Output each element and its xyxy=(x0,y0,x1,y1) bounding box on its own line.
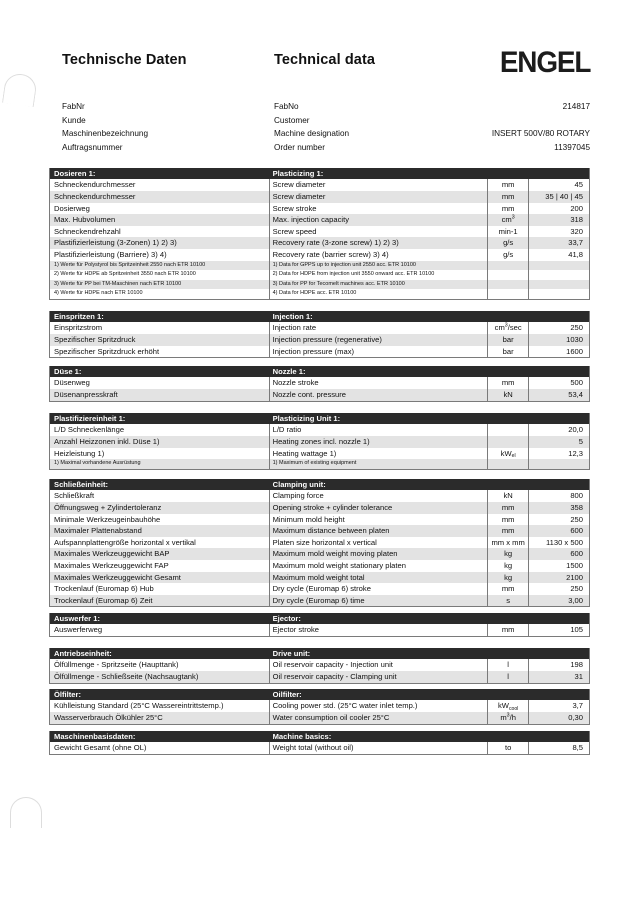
footnote-en: 1) Maximum of existing equipment xyxy=(269,459,488,469)
spec-value: 1130 x 500 xyxy=(528,537,589,549)
spec-unit: kg xyxy=(487,560,528,572)
section-title-en: Machine basics: xyxy=(269,731,488,742)
footnote-row xyxy=(50,280,589,290)
spec-label-de: Kühlleistung Standard (25°C Wassereintrittstemp.) xyxy=(54,701,224,711)
spec-value: 1030 xyxy=(528,334,589,346)
section-title-de: Ölfilter: xyxy=(54,690,82,699)
section-header-row xyxy=(50,731,589,742)
spec-row xyxy=(50,548,589,560)
footnote-row xyxy=(50,459,589,469)
spec-label-de: Spezifischer Spritzdruck erhöht xyxy=(54,346,160,356)
machine-identification-block xyxy=(62,100,590,154)
identification-label-de: Kunde xyxy=(62,115,86,125)
page-header xyxy=(62,46,590,88)
spec-label-en: Ejector stroke xyxy=(269,624,488,636)
identification-value: INSERT 500V/80 ROTARY xyxy=(491,129,590,139)
identification-row xyxy=(62,127,590,141)
footnote-de: 4) Werte für HDPE nach ETR 10100 xyxy=(54,290,143,297)
spec-unit: $cm^3$ xyxy=(487,214,528,226)
spec-row xyxy=(50,389,589,401)
spec-row xyxy=(50,490,589,502)
section-clamping-unit xyxy=(49,479,590,607)
spec-label-de: Gewicht Gesamt (ohne OL) xyxy=(54,743,147,753)
spec-label-en: Oil reservoir capacity - Injection unit xyxy=(269,659,488,671)
section-title-de: Düse 1: xyxy=(54,367,82,376)
spec-unit: kN xyxy=(487,490,528,502)
spec-unit: $cm^3/\sec$ xyxy=(487,322,528,334)
section-header-row xyxy=(50,613,589,624)
spec-label-en: Opening stroke + cylinder tolerance xyxy=(269,502,488,514)
spec-label-en: Screw diameter xyxy=(269,179,488,191)
spec-row xyxy=(50,572,589,584)
spec-row xyxy=(50,624,589,636)
binder-punch-arc-bottom xyxy=(10,797,42,828)
spec-label-en: Water consumption oil cooler 25°C xyxy=(269,712,488,724)
spec-value: 2100 xyxy=(528,572,589,584)
section-title-en: Injection 1: xyxy=(269,311,488,322)
spec-label-de: Max. Hubvolumen xyxy=(54,215,116,225)
unit-column-header xyxy=(487,311,528,322)
spec-unit: bar xyxy=(487,334,528,346)
spec-label-de: Maximales Werkzeuggewicht FAP xyxy=(54,560,169,570)
spec-value: 53,4 xyxy=(528,389,589,401)
section-title-en: Plasticizing Unit 1: xyxy=(269,413,488,424)
spec-row xyxy=(50,322,589,334)
footnote-unit-spacer xyxy=(487,261,528,271)
section-title-en: Nozzle 1: xyxy=(269,366,488,377)
spec-value: 500 xyxy=(528,377,589,389)
unit-column-header xyxy=(487,648,528,659)
section-title-en: Plasticizing 1: xyxy=(269,168,488,179)
spec-label-en: Injection rate xyxy=(269,322,488,334)
spec-value: 600 xyxy=(528,548,589,560)
spec-row xyxy=(50,537,589,549)
footnote-de: 2) Werte für HDPE ab Spritzeinheit 3550 nach ETR 10100 xyxy=(54,271,196,278)
spec-unit: mm xyxy=(487,514,528,526)
spec-label-de: Aufspannplattengröße horizontal x vertikal xyxy=(54,537,196,547)
section-title-de: Auswerfer 1: xyxy=(54,614,101,623)
spec-label-de: Auswerferweg xyxy=(54,625,103,635)
footnote-value-spacer xyxy=(528,459,589,469)
spec-label-en: Screw diameter xyxy=(269,191,488,203)
spec-value: 250 xyxy=(528,322,589,334)
identification-row xyxy=(62,141,590,155)
spec-label-de: Trockenlauf (Euromap 6) Zeit xyxy=(54,595,153,605)
section-title-de: Schließeinheit: xyxy=(54,480,109,489)
spec-unit: mm xyxy=(487,377,528,389)
section-header-row xyxy=(50,311,589,322)
value-column-header xyxy=(528,689,589,700)
value-column-header xyxy=(528,648,589,659)
section-title-en: Oilfilter: xyxy=(269,689,488,700)
spec-value: 0,30 xyxy=(528,712,589,724)
footnote-unit-spacer xyxy=(487,289,528,299)
unit-column-header xyxy=(487,613,528,624)
spec-unit: mm x mm xyxy=(487,537,528,549)
section-ejector xyxy=(49,613,590,637)
footnote-row xyxy=(50,261,589,271)
spec-label-en: Injection pressure (max) xyxy=(269,346,488,358)
spec-unit: $m^3/h$ xyxy=(487,712,528,724)
spec-row xyxy=(50,502,589,514)
spec-value: 45 xyxy=(528,179,589,191)
spec-unit: kg xyxy=(487,572,528,584)
spec-value: 250 xyxy=(528,514,589,526)
footnote-de: 1) Maximal vorhandene Ausrüstung xyxy=(54,460,141,467)
section-title-de: Einspritzen 1: xyxy=(54,312,104,321)
unit-column-header xyxy=(487,366,528,377)
value-column-header xyxy=(528,168,589,179)
identification-row xyxy=(62,100,590,114)
spec-row xyxy=(50,742,589,754)
page-title-english: Technical data xyxy=(274,52,376,68)
section-oil-filter xyxy=(49,689,590,725)
spec-row xyxy=(50,583,589,595)
spec-row xyxy=(50,424,589,436)
spec-unit: g/s xyxy=(487,249,528,261)
spec-label-de: Wasserverbrauch Ölkühler 25°C xyxy=(54,712,163,722)
spec-value: 8,5 xyxy=(528,742,589,754)
section-header-row xyxy=(50,689,589,700)
spec-value: 3,00 xyxy=(528,595,589,607)
section-title-de: Dosieren 1: xyxy=(54,169,96,178)
spec-label-en: Screw stroke xyxy=(269,203,488,215)
spec-label-en: Maximum distance between platen xyxy=(269,525,488,537)
spec-label-en: Maximum mold weight moving platen xyxy=(269,548,488,560)
section-header-row xyxy=(50,366,589,377)
spec-label-en: Nozzle stroke xyxy=(269,377,488,389)
spec-value: 318 xyxy=(528,214,589,226)
spec-row xyxy=(50,377,589,389)
spec-label-de: Schneckendrehzahl xyxy=(54,226,121,236)
unit-column-header xyxy=(487,689,528,700)
spec-value: 250 xyxy=(528,583,589,595)
spec-label-de: Plastifizierleistung (3-Zonen) 1) 2) 3) xyxy=(54,238,177,248)
identification-label-de: Maschinenbezeichnung xyxy=(62,129,149,139)
spec-unit xyxy=(487,424,528,436)
identification-label-en: Machine designation xyxy=(274,129,350,139)
spec-row xyxy=(50,226,589,238)
spec-unit: kg xyxy=(487,548,528,560)
spec-label-de: Anzahl Heizzonen inkl. Düse 1) xyxy=(54,436,160,446)
section-title-de: Maschinenbasisdaten: xyxy=(54,732,136,741)
spec-unit: mm xyxy=(487,583,528,595)
section-plasticizing-1 xyxy=(49,168,590,300)
spec-row xyxy=(50,203,589,215)
footnote-en: 3) Data for PP for Tecomelt machines acc. ETR 10100 xyxy=(269,280,488,290)
spec-label-de: Plastifizierleistung (Barriere) 3) 4) xyxy=(54,249,167,259)
section-title-en: Ejector: xyxy=(269,613,488,624)
value-column-header xyxy=(528,413,589,424)
spec-unit: bar xyxy=(487,346,528,358)
spec-row xyxy=(50,334,589,346)
footnote-row xyxy=(50,289,589,299)
spec-label-en: Recovery rate (3-zone screw) 1) 2) 3) xyxy=(269,237,488,249)
spec-label-en: Recovery rate (barrier screw) 3) 4) xyxy=(269,249,488,261)
spec-row xyxy=(50,214,589,226)
spec-value: 20,0 xyxy=(528,424,589,436)
spec-label-de: Ölfüllmenge - Schließseite (Nachsaugtank) xyxy=(54,671,199,681)
spec-label-en: Screw speed xyxy=(269,226,488,238)
spec-label-de: Düsenweg xyxy=(54,378,90,388)
value-column-header xyxy=(528,731,589,742)
spec-label-de: Dosierweg xyxy=(54,203,90,213)
spec-row xyxy=(50,595,589,607)
page-title-german: Technische Daten xyxy=(62,52,187,68)
section-header-row xyxy=(50,648,589,659)
spec-label-en: L/D ratio xyxy=(269,424,488,436)
spec-row xyxy=(50,712,589,724)
footnote-de: 1) Werte für Polystyrol bis Spritzeinheit 2550 nach ETR 10100 xyxy=(54,261,206,268)
spec-label-en: Oil reservoir capacity - Clamping unit xyxy=(269,671,488,683)
spec-unit: to xyxy=(487,742,528,754)
identification-value: 214817 xyxy=(562,102,590,111)
spec-unit: g/s xyxy=(487,237,528,249)
spec-row xyxy=(50,191,589,203)
identification-row xyxy=(62,114,590,128)
spec-label-en: Max. injection capacity xyxy=(269,214,488,226)
footnote-unit-spacer xyxy=(487,270,528,280)
spec-value: 105 xyxy=(528,624,589,636)
spec-label-de: Ölfüllmenge - Spritzseite (Haupttank) xyxy=(54,660,179,670)
spec-label-en: Weight total (without oil) xyxy=(269,742,488,754)
section-nozzle-1 xyxy=(49,366,590,402)
spec-label-de: Schließkraft xyxy=(54,491,95,501)
spec-row xyxy=(50,448,589,460)
spec-unit: kN xyxy=(487,389,528,401)
spec-label-de: Spezifischer Spritzdruck xyxy=(54,334,136,344)
spec-label-en: Nozzle cont. pressure xyxy=(269,389,488,401)
spec-unit: mm xyxy=(487,179,528,191)
section-header-row xyxy=(50,168,589,179)
spec-label-de: Trockenlauf (Euromap 6) Hub xyxy=(54,584,154,594)
footnote-value-spacer xyxy=(528,289,589,299)
spec-label-de: Einspritzstrom xyxy=(54,323,103,333)
spec-unit: l xyxy=(487,671,528,683)
unit-column-header xyxy=(487,413,528,424)
spec-label-en: Cooling power std. (25°C water inlet temp.) xyxy=(269,700,488,712)
spec-value: 198 xyxy=(528,659,589,671)
value-column-header xyxy=(528,479,589,490)
spec-value: 35 | 40 | 45 xyxy=(528,191,589,203)
identification-value: 11397045 xyxy=(554,142,590,152)
engel-logo: ENGEL xyxy=(499,46,590,79)
binder-punch-arc-top xyxy=(2,72,38,107)
spec-unit: mm xyxy=(487,502,528,514)
spec-label-en: Minimum mold height xyxy=(269,514,488,526)
section-title-en: Clamping unit: xyxy=(269,479,488,490)
spec-row xyxy=(50,659,589,671)
unit-column-header xyxy=(487,479,528,490)
spec-label-de: Öffnungsweg + Zylindertoleranz xyxy=(54,502,162,512)
identification-label-en: FabNo xyxy=(274,102,299,111)
spec-unit: mm xyxy=(487,191,528,203)
spec-unit: mm xyxy=(487,525,528,537)
value-column-header xyxy=(528,366,589,377)
footnote-unit-spacer xyxy=(487,459,528,469)
section-injection-1 xyxy=(49,311,590,358)
spec-row xyxy=(50,346,589,358)
spec-label-en: Clamping force xyxy=(269,490,488,502)
footnote-value-spacer xyxy=(528,280,589,290)
footnote-unit-spacer xyxy=(487,280,528,290)
spec-unit: s xyxy=(487,595,528,607)
spec-row xyxy=(50,179,589,191)
unit-column-header xyxy=(487,168,528,179)
unit-column-header xyxy=(487,731,528,742)
spec-label-en: Platen size horizontal x vertical xyxy=(269,537,488,549)
footnote-value-spacer xyxy=(528,261,589,271)
spec-label-en: Heating zones incl. nozzle 1) xyxy=(269,436,488,448)
spec-value: 358 xyxy=(528,502,589,514)
identification-label-en: Customer xyxy=(274,115,310,125)
section-title-en: Drive unit: xyxy=(269,648,488,659)
spec-unit: mm xyxy=(487,624,528,636)
identification-label-de: Auftragsnummer xyxy=(62,142,123,152)
section-header-row xyxy=(50,479,589,490)
spec-value: 5 xyxy=(528,436,589,448)
spec-label-de: Minimale Werkzeugeinbauhöhe xyxy=(54,514,161,524)
spec-row xyxy=(50,525,589,537)
spec-unit xyxy=(487,436,528,448)
spec-unit: l xyxy=(487,659,528,671)
spec-label-de: Maximales Werkzeuggewicht Gesamt xyxy=(54,572,181,582)
spec-value: 1500 xyxy=(528,560,589,572)
value-column-header xyxy=(528,311,589,322)
spec-label-de: L/D Schneckenlänge xyxy=(54,425,125,435)
spec-label-de: Schneckendurchmesser xyxy=(54,180,136,190)
spec-label-en: Heating wattage 1) xyxy=(269,448,488,460)
spec-unit: $kW_{cool}$ xyxy=(487,700,528,712)
spec-value: 33,7 xyxy=(528,237,589,249)
spec-value: 200 xyxy=(528,203,589,215)
spec-unit: min-1 xyxy=(487,226,528,238)
spec-unit: $kW_{el}$ xyxy=(487,448,528,460)
identification-label-de: FabNr xyxy=(62,102,85,111)
spec-row xyxy=(50,249,589,261)
spec-value: 3,7 xyxy=(528,700,589,712)
spec-label-de: Maximaler Plattenabstand xyxy=(54,526,142,536)
identification-label-en: Order number xyxy=(274,142,325,152)
footnote-en: 1) Data for GPPS up to injection unit 2550 acc. ETR 10100 xyxy=(269,261,488,271)
section-plasticizing-unit-1 xyxy=(49,413,590,470)
spec-value: 1600 xyxy=(528,346,589,358)
section-machine-basics xyxy=(49,731,590,755)
spec-label-de: Schneckendurchmesser xyxy=(54,191,136,201)
spec-row xyxy=(50,700,589,712)
spec-value: 41,8 xyxy=(528,249,589,261)
spec-unit: mm xyxy=(487,203,528,215)
footnote-en: 4) Data for HDPE acc. ETR 10100 xyxy=(269,289,488,299)
spec-row xyxy=(50,560,589,572)
section-header-row xyxy=(50,413,589,424)
spec-value: 800 xyxy=(528,490,589,502)
spec-value: 320 xyxy=(528,226,589,238)
footnote-value-spacer xyxy=(528,270,589,280)
spec-value: 600 xyxy=(528,525,589,537)
section-drive-unit xyxy=(49,648,590,684)
spec-row xyxy=(50,514,589,526)
footnote-de: 3) Werte für PP bei TM-Maschinen nach ETR 10100 xyxy=(54,280,182,287)
spec-row xyxy=(50,671,589,683)
spec-row xyxy=(50,237,589,249)
spec-label-en: Injection pressure (regenerative) xyxy=(269,334,488,346)
footnote-row xyxy=(50,270,589,280)
spec-label-de: Heizleistung 1) xyxy=(54,448,105,458)
section-title-de: Plastifiziereinheit 1: xyxy=(54,414,126,423)
spec-label-en: Maximum mold weight total xyxy=(269,572,488,584)
footnote-en: 2) Data for HDPE from injection unit 3550 onward acc. ETR 10100 xyxy=(269,270,488,280)
value-column-header xyxy=(528,613,589,624)
spec-label-de: Düsenanpresskraft xyxy=(54,389,118,399)
spec-label-en: Dry cycle (Euromap 6) stroke xyxy=(269,583,488,595)
spec-label-en: Dry cycle (Euromap 6) time xyxy=(269,595,488,607)
spec-value: 12,3 xyxy=(528,448,589,460)
spec-label-de: Maximales Werkzeuggewicht BAP xyxy=(54,549,170,559)
spec-row xyxy=(50,436,589,448)
section-title-de: Antriebseinheit: xyxy=(54,649,112,658)
spec-value: 31 xyxy=(528,671,589,683)
spec-label-en: Maximum mold weight stationary platen xyxy=(269,560,488,572)
